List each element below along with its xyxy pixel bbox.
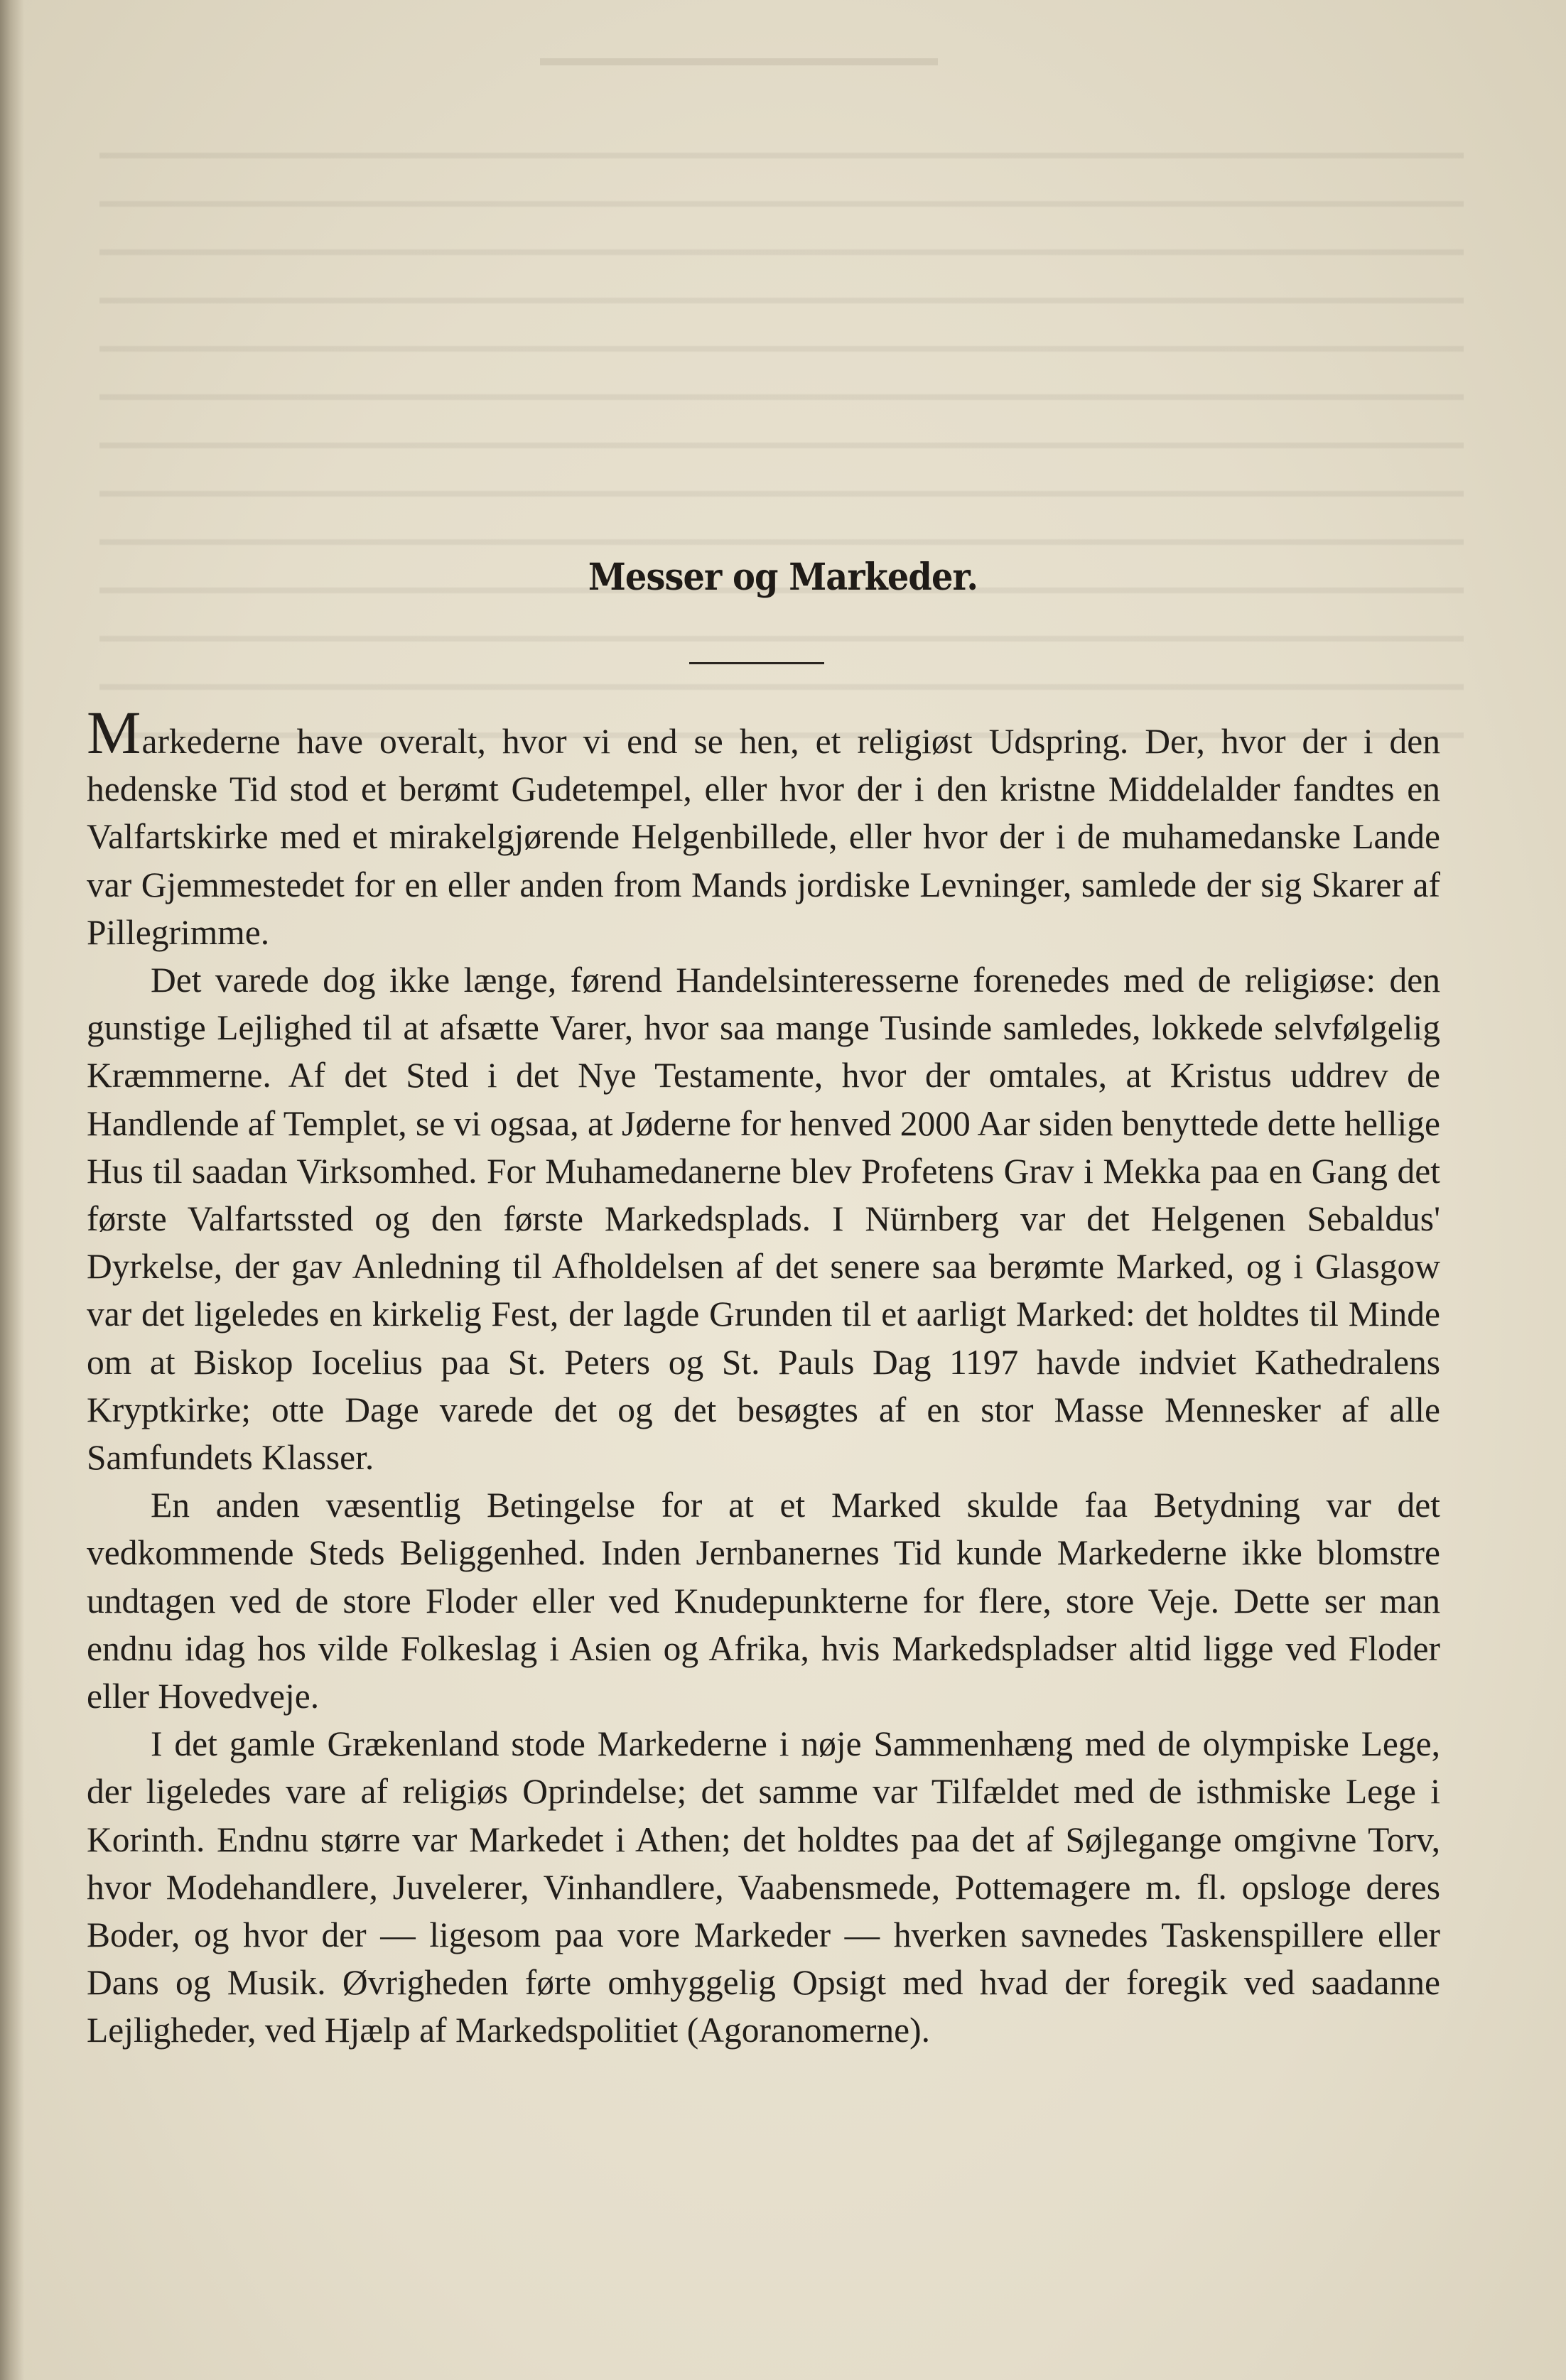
title-rule — [689, 662, 824, 664]
paragraph-1 — [87, 698, 1440, 956]
paragraph-3: En anden væsentlig Betingelse for at et Marked skulde faa Betydning var det vedkommende Steds Beliggenhed. Inden Jernbanernes Tid kunde Markederne ikke blomstre undtagen ved de store Floder eller ved Knudepunkterne for flere, store Veje. Dette ser man endnu idag hos vilde Folkeslag i Asien og Afrika, hvis Markedspladser altid ligge ved Floder eller Hovedveje. — [87, 1486, 1440, 1716]
initial-letter: M — [87, 698, 141, 767]
faint-running-head — [540, 58, 938, 65]
paragraph-4: I det gamle Grækenland stode Markederne i nøje Sammenhæng med de olympiske Lege, der ligeledes vare af religiøs Oprindelse; det samme var Tilfældet med de isthmiske Lege i Korinth. Endnu større var Markedet i Athen; det holdtes paa det af Søjlegange omgivne Torv, hvor Modehandlere, Juvelerer, Vinhandlere, Vaabensmede, Pottemagere m. fl. opsloge deres Boder, og hvor der — ligesom paa vore Markeder — hverken savnedes Taskenspillere eller Dans og Musik. Øvrigheden førte omhyggelig Opsigt med hvad der foregik ved saadanne Lejligheder, ved Hjælp af Markedspolitiet (Agoranomerne). — [87, 1724, 1440, 2050]
paragraph-2: Det varede dog ikke længe, førend Handelsinteresserne forenedes med de religiøse: den gunstige Lejlighed til at afsætte Varer, hvor saa mange Tusinde samledes, lokkede selvfølgelig Kræmmerne. Af det Sted i det Nye Testamente, hvor der omtales, at Kristus uddrev de Handlende af Templet, se vi ogsaa, at Jøderne for henved 2000 Aar siden benyttede dette hellige Hus til saadan Virksomhed. For Muhamedanerne blev Profetens Grav i Mekka paa en Gang det første Valfartssted og den første Markedsplads. I Nürnberg var det Helgenen Sebaldus' Dyrkelse, der gav Anledning til Afholdelsen af det senere saa berømte Marked, og i Glasgow var det ligeledes en kirkelig Fest, der lagde Grunden til et aarligt Marked: det holdtes til Minde om at Biskop Iocelius paa St. Peters og St. Pauls Dag 1197 havde indviet Kathedralens Kryptkirke; otte Dage varede det og det besøgtes af en stor Masse Mennesker af alle Samfundets Klasser. — [87, 961, 1440, 1478]
bleed-through-text — [99, 121, 1464, 760]
article-title: Messer og Markeder. — [588, 556, 978, 599]
paragraph-1-text: arkederne have overalt, hvor vi end se hen, et religiøst Udspring. Der, hvor der i den hedenske Tid stod et berømt Gudetempel, eller hvor der i den kristne Middelalder fandtes en Valfartskirke med et mirakelgjørende Helgenbillede, eller hvor der i de muhamedanske Lande var Gjemmestedet for en eller anden from Mands jordiske Levninger, samlede der sig Skarer af Pillegrimme. — [87, 722, 1440, 952]
article-body — [87, 698, 1440, 2055]
page-binding-edge — [0, 0, 24, 2380]
